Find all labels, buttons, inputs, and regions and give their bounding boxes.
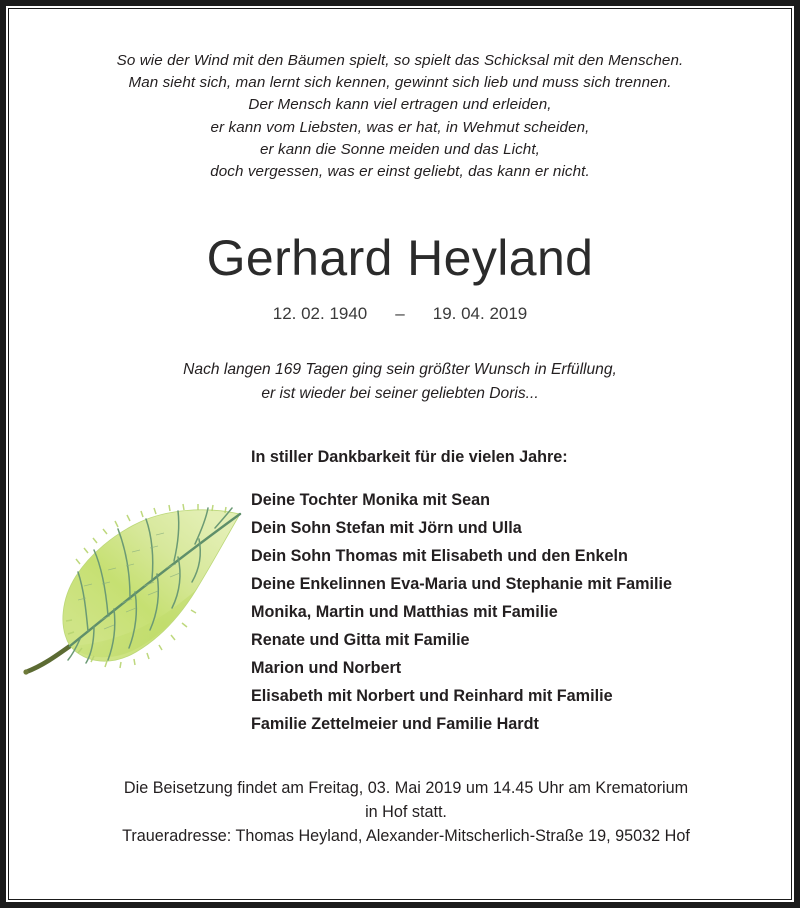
family-line: Renate und Gitta mit Familie (251, 631, 470, 649)
family-line: Familie Zettelmeier und Familie Hardt (251, 715, 539, 733)
poem-line: er kann vom Liebsten, was er hat, in Wehmut scheiden, (210, 118, 590, 136)
funeral-details (32, 776, 780, 848)
thanks-heading: In stiller Dankbarkeit für die vielen Jahre: (251, 448, 568, 466)
birth-date: 12. 02. 1940 (272, 304, 368, 323)
leaf-icon (14, 498, 254, 683)
family-line: Elisabeth mit Norbert und Reinhard mit Familie (251, 687, 613, 705)
wish-line: Nach langen 169 Tagen ging sein größter Wunsch in Erfüllung, (183, 361, 617, 378)
life-dates (40, 303, 760, 325)
death-date: 19. 04. 2019 (432, 304, 528, 323)
funeral-detail-line: Traueradresse: Thomas Heyland, Alexander-Mitscherlich-Straße 19, 95032 Hof (122, 827, 690, 845)
date-separator: – (395, 304, 405, 323)
family-line: Monika, Martin und Matthias mit Familie (251, 603, 558, 621)
wish-line: er ist wieder bei seiner geliebten Doris... (261, 385, 539, 402)
deceased-name (40, 229, 760, 287)
poem-line: er kann die Sonne meiden und das Licht, (260, 140, 540, 158)
wish-block (40, 358, 760, 406)
funeral-detail-line: in Hof statt. (365, 803, 447, 821)
funeral-detail-line: Die Beisetzung findet am Freitag, 03. Mai 2019 um 14.45 Uhr am Krematorium (123, 779, 689, 797)
poem-line: doch vergessen, was er einst geliebt, das kann er nicht. (210, 163, 590, 181)
family-line: Deine Enkelinnen Eva-Maria und Stephanie mit Familie (251, 575, 672, 593)
family-line: Deine Tochter Monika mit Sean (251, 491, 490, 509)
poem-line: Der Mensch kann viel ertragen und erleiden, (248, 96, 552, 114)
deceased-name-text: Gerhard Heyland (206, 230, 594, 286)
family-line: Dein Sohn Thomas mit Elisabeth und den Enkeln (251, 547, 628, 565)
poem-block (40, 50, 760, 183)
family-line: Marion und Norbert (251, 659, 402, 677)
family-list (251, 486, 672, 738)
poem-line: Man sieht sich, man lernt sich kennen, gewinnt sich lieb und muss sich trennen. (128, 74, 672, 92)
notice-content (6, 6, 794, 902)
poem-line: So wie der Wind mit den Bäumen spielt, so spielt das Schicksal mit den Menschen. (116, 52, 684, 69)
family-line: Dein Sohn Stefan mit Jörn und Ulla (251, 519, 522, 537)
